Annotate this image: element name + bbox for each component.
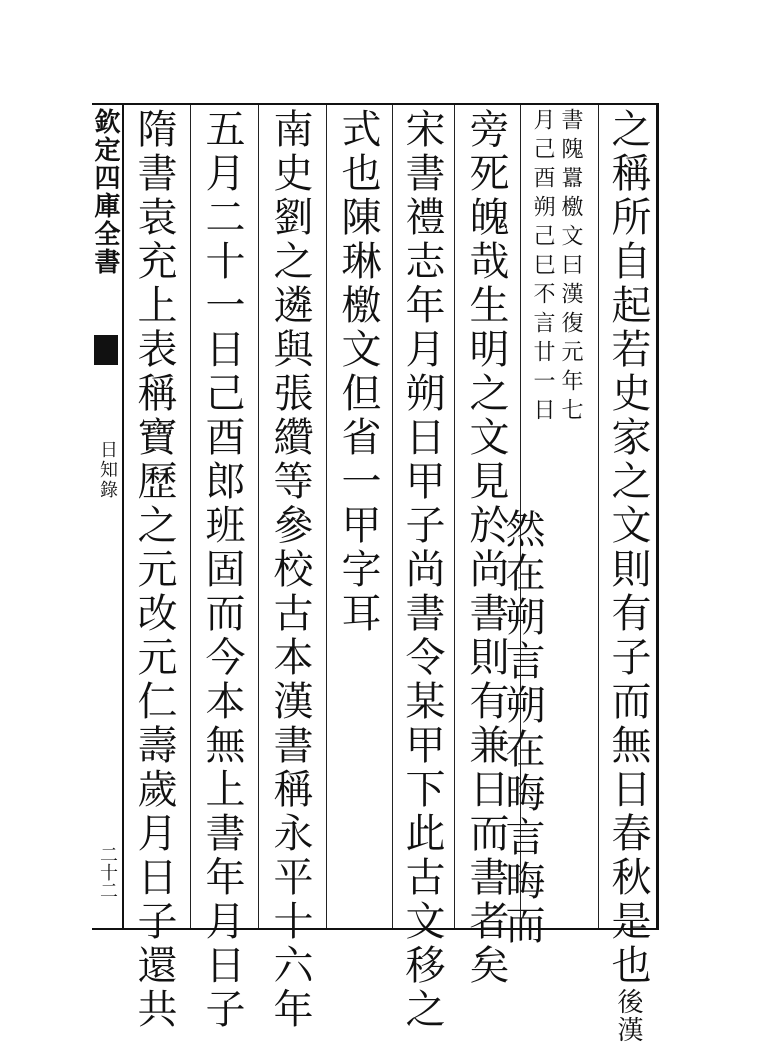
column-divider bbox=[392, 105, 393, 928]
frame-right-border bbox=[656, 103, 659, 930]
column-divider bbox=[598, 105, 599, 928]
text-column-5: 式也陳琳檄文但省一甲字耳 bbox=[335, 108, 381, 636]
text-column-7: 五月二十一日己酉郎班固而今本無上書年月日子 bbox=[199, 108, 245, 1032]
margin-title: 欽定四庫全書 bbox=[90, 108, 120, 276]
text-column-8: 隋書袁充上表稱寶歷之元改元仁壽歲月日子還共 bbox=[131, 108, 177, 1032]
annotation-line-1: 書隗囂檄文曰漢復元年七 bbox=[558, 108, 583, 427]
margin-fishtail-mark bbox=[94, 335, 118, 365]
text-column-4: 宋書禮志年月朔日甲子尚書令某甲下此古文移之 bbox=[399, 108, 445, 1032]
frame-left-border bbox=[122, 103, 124, 930]
text-column-3: 旁死魄哉生明之文見於尚書則有兼日而書者矣 bbox=[463, 108, 509, 988]
column-divider bbox=[326, 105, 327, 928]
column-divider bbox=[190, 105, 191, 928]
text-column-1: 之稱所自起若史家之文則有子而無日春秋是也後漢 bbox=[605, 108, 651, 1044]
column-divider bbox=[258, 105, 259, 928]
column-divider bbox=[454, 105, 455, 928]
text-column-6: 南史劉之遴與張纘等參校古本漢書稱永平十六年 bbox=[267, 108, 313, 1032]
margin-page-number: 二十二 bbox=[97, 845, 118, 899]
annotation-line-2: 月己酉朔己巳不言廿一日 bbox=[530, 108, 555, 427]
text-column-2-tail: 然在朔言朔在晦言晦而 bbox=[499, 508, 545, 948]
margin-book-title: 日知錄 bbox=[97, 440, 118, 500]
frame-top-border bbox=[92, 103, 658, 105]
